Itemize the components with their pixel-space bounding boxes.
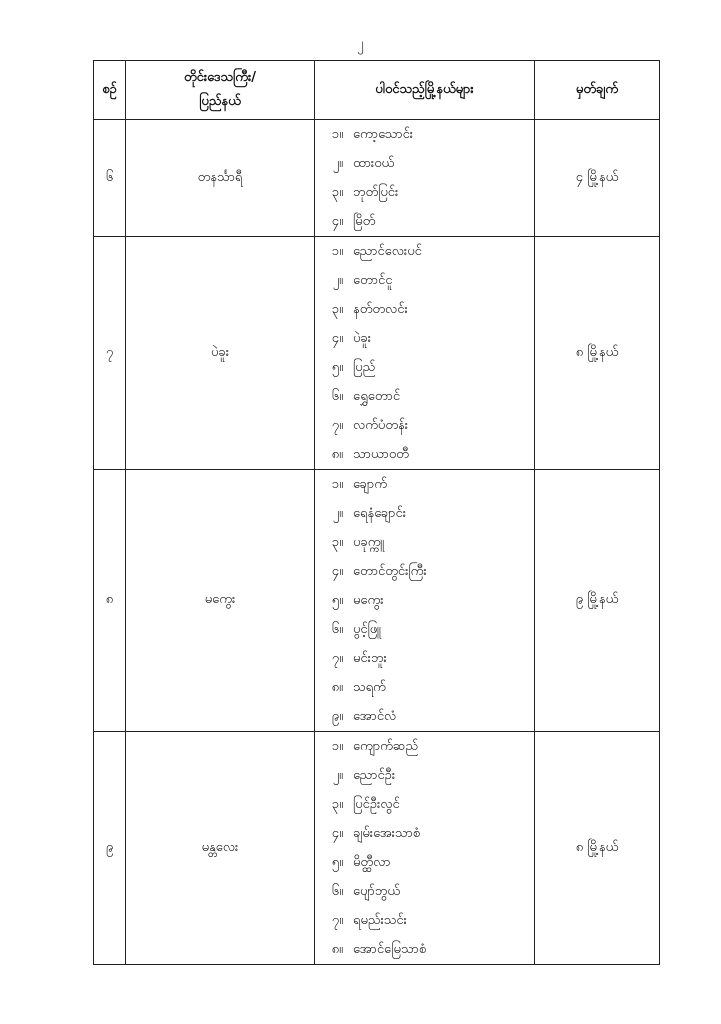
township-name: ပြင်ဦးလွင် [353, 797, 400, 812]
township-item [315, 761, 534, 790]
township-name: ရေနံချောင်း [353, 506, 407, 521]
township-number: ၁။ [331, 127, 343, 142]
township-name: နတ်တလင်း [353, 302, 408, 317]
township-name: သရက် [353, 680, 386, 695]
township-item [315, 819, 534, 848]
remark: ၈ မြို့နယ် [535, 732, 660, 965]
township-name: ပျော်ဘွယ် [353, 884, 401, 899]
township-name: ပွင့်ဖြူ [353, 622, 381, 637]
township-name: ဘုတ်ပြင်း [353, 185, 399, 200]
township-name: တောင်တွင်းကြီး [353, 564, 427, 579]
township-item [315, 149, 534, 178]
township-number: ၇။ [331, 418, 343, 433]
township-name: ရမည်းသင်း [353, 913, 407, 928]
township-item [315, 906, 534, 935]
township-name: ပခုက္ကူ [353, 535, 385, 550]
township-number: ၅။ [331, 855, 343, 870]
table-row [94, 120, 660, 237]
township-item [315, 702, 534, 731]
township-name: ချမ်းအေးသာစံ [353, 826, 421, 841]
row-number: ၉ [94, 732, 126, 965]
page-number: ၂ [357, 36, 364, 52]
township-item [315, 644, 534, 673]
table-row [94, 470, 660, 732]
township-name: ချောက် [353, 477, 387, 492]
township-item [315, 178, 534, 207]
township-name: ကျောက်ဆည် [353, 739, 419, 754]
township-number: ၄။ [331, 214, 343, 229]
row-number: ၆ [94, 120, 126, 237]
region-name: ပဲခူး [126, 237, 315, 470]
header-region-line1: တိုင်းဒေသကြီး/ [183, 70, 257, 85]
township-number: ၄။ [331, 331, 343, 346]
township-number: ၂။ [332, 273, 343, 288]
township-name: အောင်လံ [353, 709, 397, 724]
township-number: ၆။ [331, 389, 343, 404]
table-row [94, 732, 660, 965]
township-number: ၁။ [331, 739, 343, 754]
township-number: ၂။ [332, 768, 343, 783]
township-item [315, 237, 534, 266]
township-name: မင်းဘူး [353, 651, 387, 666]
township-item [315, 120, 534, 149]
township-number: ၃။ [331, 797, 343, 812]
table-body [94, 120, 660, 965]
township-item [315, 557, 534, 586]
township-list [315, 237, 535, 470]
township-number: ၅။ [331, 360, 343, 375]
row-number: ၇ [94, 237, 126, 470]
township-item [315, 295, 534, 324]
township-number: ၂။ [332, 506, 343, 521]
township-item [315, 673, 534, 702]
township-number: ၃။ [331, 302, 343, 317]
township-item [315, 935, 534, 964]
township-number: ၃။ [331, 185, 343, 200]
region-name: မန္တလေး [126, 732, 315, 965]
township-item [315, 586, 534, 615]
township-name: လက်ပံတန်း [353, 418, 409, 433]
township-number: ၇။ [331, 651, 343, 666]
township-item [315, 848, 534, 877]
table-row [94, 237, 660, 470]
township-name: တောင်ငူ [353, 273, 393, 288]
township-number: ၁။ [331, 244, 343, 259]
region-name: မကွေး [126, 470, 315, 732]
township-item [315, 207, 534, 236]
township-number: ၂။ [332, 156, 343, 171]
township-item [315, 440, 534, 469]
header-remark: မှတ်ချက် [535, 61, 660, 120]
township-number: ၈။ [331, 447, 343, 462]
township-number: ၃။ [331, 535, 343, 550]
township-item [315, 266, 534, 295]
township-name: ညောင်ဦး [353, 768, 396, 783]
township-item [315, 877, 534, 906]
township-number: ၈။ [331, 680, 343, 695]
township-item [315, 382, 534, 411]
township-item [315, 732, 534, 761]
townships-table [93, 60, 660, 965]
township-name: ရွှေတောင် [353, 389, 401, 404]
township-list [315, 732, 535, 965]
region-name: တနင်္သာရီ [126, 120, 315, 237]
township-item [315, 470, 534, 499]
township-item [315, 528, 534, 557]
township-name: သာယာဝတီ [353, 447, 409, 462]
township-name: ညောင်လေးပင် [353, 244, 422, 259]
table-header-row [94, 61, 660, 120]
township-number: ၅။ [331, 593, 343, 608]
township-number: ၁။ [331, 477, 343, 492]
township-name: မြိတ် [353, 214, 376, 229]
township-name: ပြည် [353, 360, 376, 375]
township-number: ၄။ [331, 564, 343, 579]
header-no: စဉ် [94, 61, 126, 120]
header-region [126, 61, 315, 120]
township-name: မိတ္ထီလာ [353, 855, 391, 870]
row-number: ၈ [94, 470, 126, 732]
township-name: ပဲခူး [353, 331, 372, 346]
header-region-line2: ပြည်နယ် [199, 94, 241, 109]
township-item [315, 324, 534, 353]
township-item [315, 499, 534, 528]
township-item [315, 353, 534, 382]
remark: ၈ မြို့နယ် [535, 237, 660, 470]
township-item [315, 615, 534, 644]
township-name: အောင်မြေသာစံ [353, 942, 427, 957]
township-name: ထားဝယ် [353, 156, 395, 171]
township-number: ၉။ [331, 709, 343, 724]
township-list [315, 120, 535, 237]
header-towns: ပါဝင်သည့်မြို့နယ်များ [315, 61, 535, 120]
township-name: မကွေး [353, 593, 384, 608]
township-number: ၆။ [331, 884, 343, 899]
township-number: ၈။ [331, 942, 343, 957]
remark: ၉ မြို့နယ် [535, 470, 660, 732]
township-name: ကော့သောင်း [353, 127, 414, 142]
township-item [315, 411, 534, 440]
township-list [315, 470, 535, 732]
township-number: ၇။ [331, 913, 343, 928]
township-number: ၄။ [331, 826, 343, 841]
township-number: ၆။ [331, 622, 343, 637]
remark: ၄ မြို့နယ် [535, 120, 660, 237]
township-item [315, 790, 534, 819]
